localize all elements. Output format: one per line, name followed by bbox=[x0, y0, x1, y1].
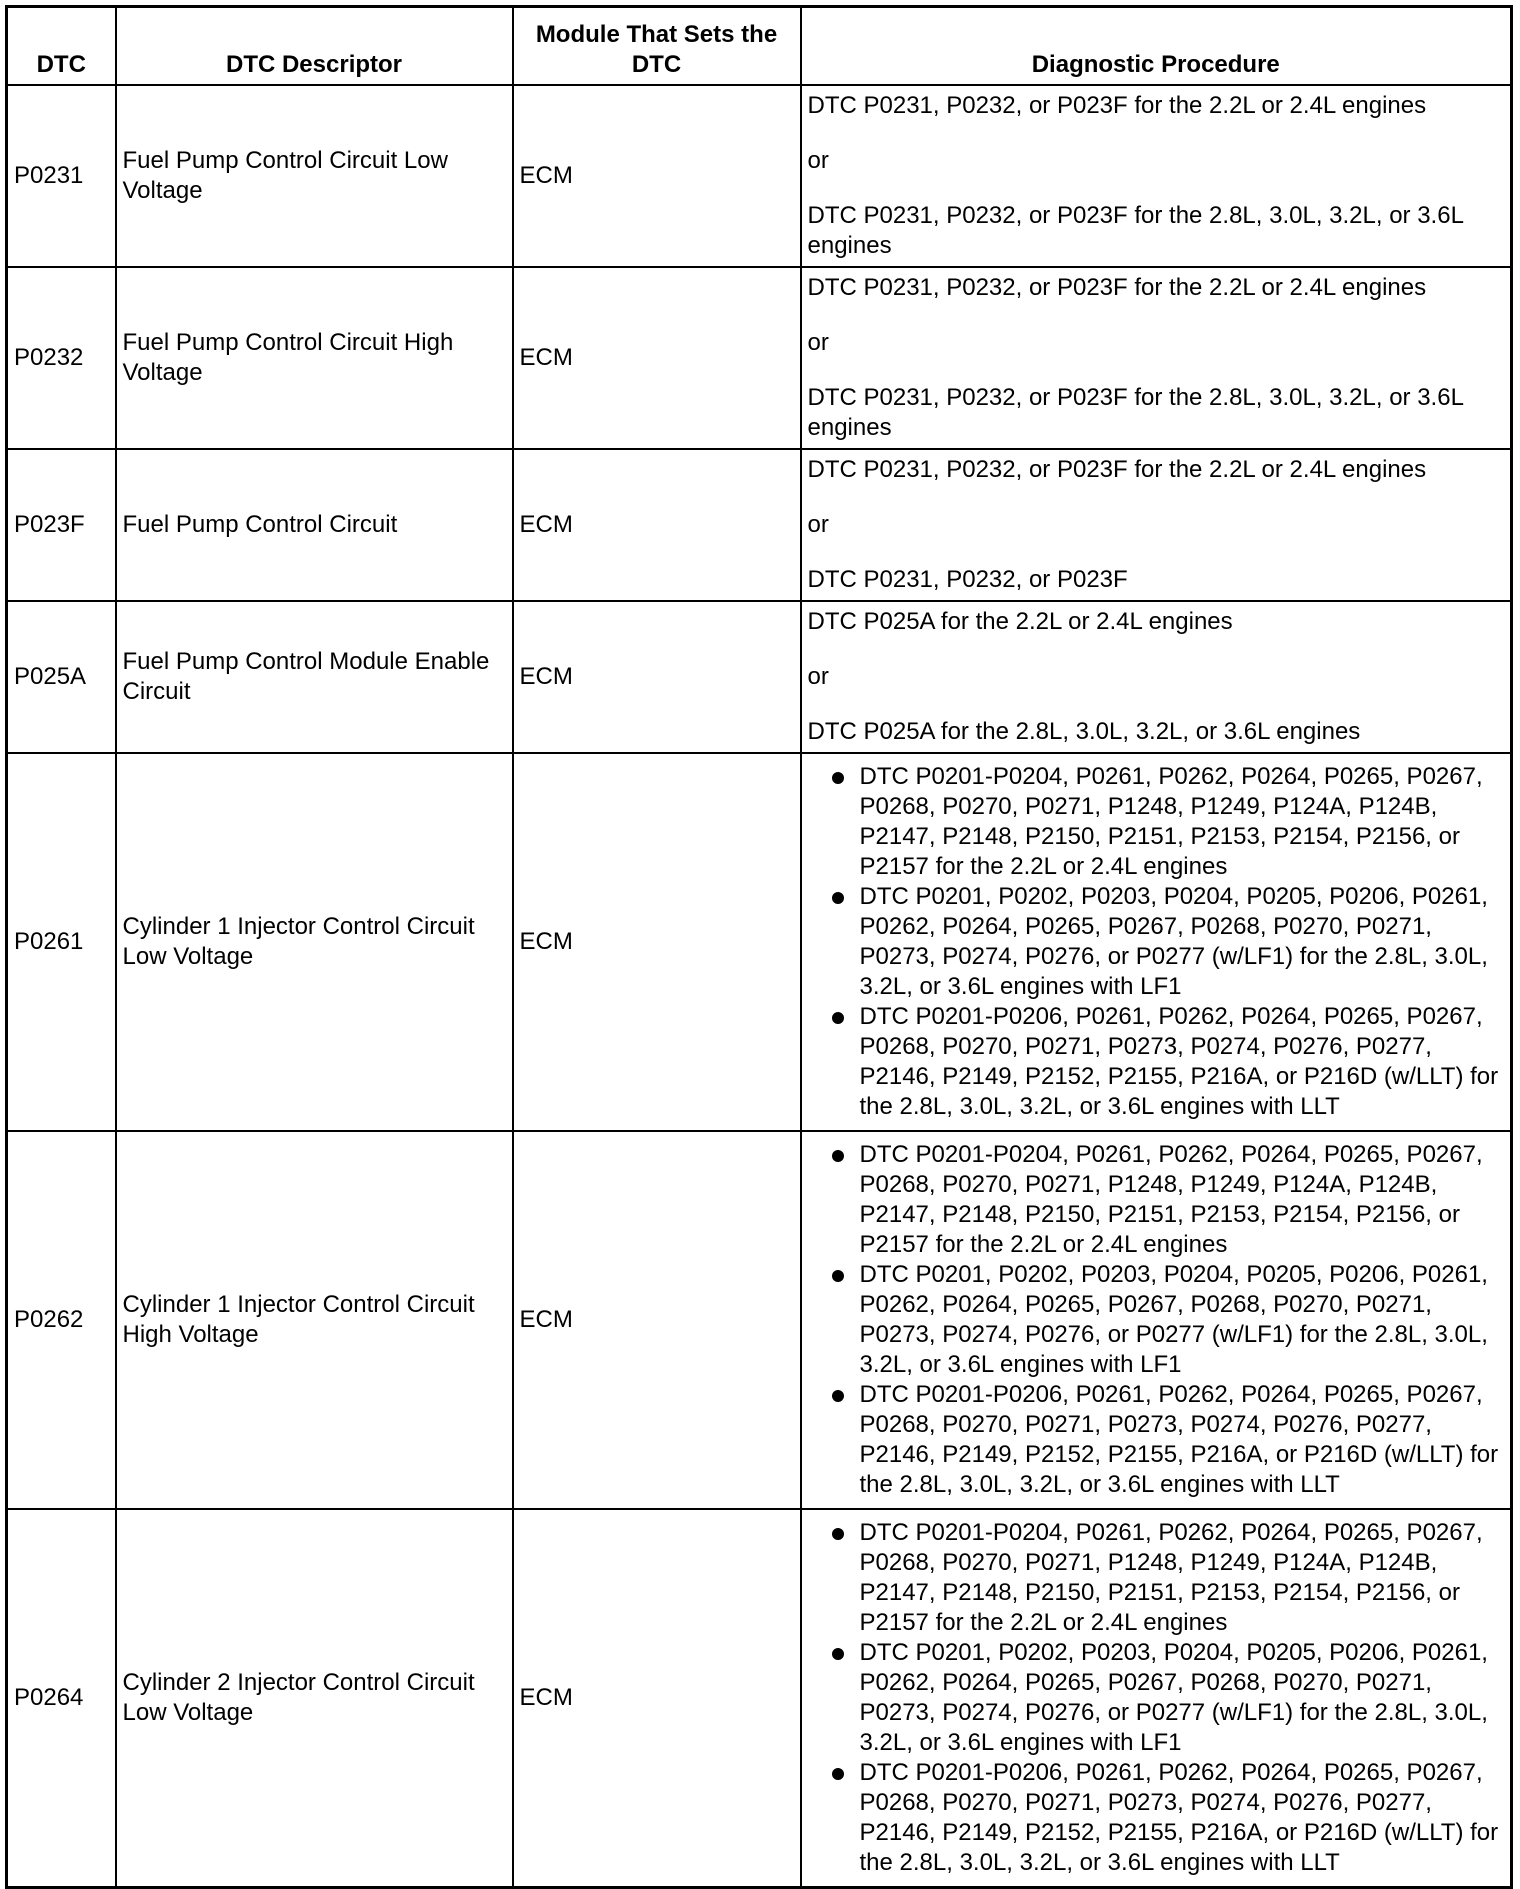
dtc-descriptor: Fuel Pump Control Circuit High Voltage bbox=[116, 267, 513, 449]
dtc-descriptor: Fuel Pump Control Circuit bbox=[116, 449, 513, 601]
dtc-descriptor: Cylinder 1 Injector Control Circuit High Voltage bbox=[116, 1131, 513, 1509]
procedure-bullet-list bbox=[808, 762, 1505, 1122]
table-row bbox=[7, 85, 1512, 267]
procedure-link[interactable]: DTC P0231, P0232, or P023F for the 2.2L or 2.4L engines bbox=[807, 274, 1427, 301]
dtc-descriptor: Fuel Pump Control Module Enable Circuit bbox=[116, 601, 513, 753]
procedure-bullet[interactable]: DTC P0201-P0206, P0261, P0262, P0264, P0265, P0267, P0268, P0270, P0271, P0273, P0274, P0276, P0277, P2146, P2149, P2152, P2155, P216A, or P216D (w/LLT) for the 2.8L, 3.0L, 3.2L, or 3.6L engines with LLT bbox=[830, 1758, 1505, 1878]
diagnostic-procedure bbox=[801, 753, 1512, 1131]
procedure-bullet[interactable]: DTC P0201, P0202, P0203, P0204, P0205, P0206, P0261, P0262, P0264, P0265, P0267, P0268, P0270, P0271, P0273, P0274, P0276, or P0277 (w/LF1) for the 2.8L, 3.0L, 3.2L, or 3.6L engines with LF1 bbox=[830, 1638, 1505, 1758]
dtc-code: P0232 bbox=[7, 267, 116, 449]
dtc-code: P023F bbox=[7, 449, 116, 601]
header-procedure: Diagnostic Procedure bbox=[801, 7, 1512, 86]
procedure-link[interactable]: DTC P025A for the 2.2L or 2.4L engines bbox=[807, 608, 1233, 635]
header-dtc: DTC bbox=[7, 7, 116, 86]
table-row bbox=[7, 449, 1512, 601]
diagnostic-procedure bbox=[801, 85, 1512, 267]
header-descriptor: DTC Descriptor bbox=[116, 7, 513, 86]
table-row bbox=[7, 1509, 1512, 1887]
setting-module: ECM bbox=[513, 753, 801, 1131]
procedure-bullet-list bbox=[808, 1518, 1505, 1878]
procedure-bullet[interactable]: DTC P0201-P0204, P0261, P0262, P0264, P0265, P0267, P0268, P0270, P0271, P1248, P1249, P124A, P124B, P2147, P2148, P2150, P2151, P2153, P2154, P2156, or P2157 for the 2.2L or 2.4L engines bbox=[830, 1140, 1505, 1260]
diagnostic-procedure bbox=[801, 601, 1512, 753]
procedure-bullet[interactable]: DTC P0201-P0204, P0261, P0262, P0264, P0265, P0267, P0268, P0270, P0271, P1248, P1249, P124A, P124B, P2147, P2148, P2150, P2151, P2153, P2154, P2156, or P2157 for the 2.2L or 2.4L engines bbox=[830, 1518, 1505, 1638]
setting-module: ECM bbox=[513, 267, 801, 449]
header-module: Module That Sets the DTC bbox=[513, 7, 801, 86]
setting-module: ECM bbox=[513, 449, 801, 601]
procedure-bullet[interactable]: DTC P0201, P0202, P0203, P0204, P0205, P0206, P0261, P0262, P0264, P0265, P0267, P0268, P0270, P0271, P0273, P0274, P0276, or P0277 (w/LF1) for the 2.8L, 3.0L, 3.2L, or 3.6L engines with LF1 bbox=[830, 1260, 1505, 1380]
header-row bbox=[7, 7, 1512, 86]
procedure-bullet[interactable]: DTC P0201-P0206, P0261, P0262, P0264, P0265, P0267, P0268, P0270, P0271, P0273, P0274, P0276, P0277, P2146, P2149, P2152, P2155, P216A, or P216D (w/LLT) for the 2.8L, 3.0L, 3.2L, or 3.6L engines with LLT bbox=[830, 1002, 1505, 1122]
dtc-code: P0264 bbox=[7, 1509, 116, 1887]
procedure-bullet[interactable]: DTC P0201-P0206, P0261, P0262, P0264, P0265, P0267, P0268, P0270, P0271, P0273, P0274, P0276, P0277, P2146, P2149, P2152, P2155, P216A, or P216D (w/LLT) for the 2.8L, 3.0L, 3.2L, or 3.6L engines with LLT bbox=[830, 1380, 1505, 1500]
procedure-bullet[interactable]: DTC P0201-P0204, P0261, P0262, P0264, P0265, P0267, P0268, P0270, P0271, P1248, P1249, P124A, P124B, P2147, P2148, P2150, P2151, P2153, P2154, P2156, or P2157 for the 2.2L or 2.4L engines bbox=[830, 762, 1505, 882]
procedure-separator: or bbox=[807, 147, 829, 174]
setting-module: ECM bbox=[513, 1131, 801, 1509]
table-body bbox=[7, 85, 1512, 1887]
table-header bbox=[7, 7, 1512, 86]
diagnostic-procedure bbox=[801, 449, 1512, 601]
procedure-bullet-list bbox=[808, 1140, 1505, 1500]
dtc-code: P0231 bbox=[7, 85, 116, 267]
procedure-link[interactable]: DTC P0231, P0232, or P023F for the 2.2L or 2.4L engines bbox=[807, 92, 1427, 119]
procedure-separator: or bbox=[807, 663, 829, 690]
dtc-descriptor: Fuel Pump Control Circuit Low Voltage bbox=[116, 85, 513, 267]
table-row bbox=[7, 601, 1512, 753]
setting-module: ECM bbox=[513, 85, 801, 267]
procedure-separator: or bbox=[807, 329, 829, 356]
dtc-descriptor: Cylinder 2 Injector Control Circuit Low Voltage bbox=[116, 1509, 513, 1887]
dtc-code: P0262 bbox=[7, 1131, 116, 1509]
diagnostic-procedure bbox=[801, 267, 1512, 449]
dtc-code: P025A bbox=[7, 601, 116, 753]
procedure-link[interactable]: DTC P0231, P0232, or P023F for the 2.8L, 3.0L, 3.2L, or 3.6L engines bbox=[807, 384, 1464, 441]
procedure-link[interactable]: DTC P025A for the 2.8L, 3.0L, 3.2L, or 3.6L engines bbox=[807, 718, 1361, 745]
diagnostic-procedure bbox=[801, 1131, 1512, 1509]
dtc-code: P0261 bbox=[7, 753, 116, 1131]
procedure-link[interactable]: DTC P0231, P0232, or P023F bbox=[807, 566, 1128, 593]
procedure-bullet[interactable]: DTC P0201, P0202, P0203, P0204, P0205, P0206, P0261, P0262, P0264, P0265, P0267, P0268, P0270, P0271, P0273, P0274, P0276, or P0277 (w/LF1) for the 2.8L, 3.0L, 3.2L, or 3.6L engines with LF1 bbox=[830, 882, 1505, 1002]
setting-module: ECM bbox=[513, 601, 801, 753]
dtc-descriptor: Cylinder 1 Injector Control Circuit Low Voltage bbox=[116, 753, 513, 1131]
procedure-link[interactable]: DTC P0231, P0232, or P023F for the 2.8L, 3.0L, 3.2L, or 3.6L engines bbox=[807, 202, 1464, 259]
table-row bbox=[7, 753, 1512, 1131]
procedure-link[interactable]: DTC P0231, P0232, or P023F for the 2.2L or 2.4L engines bbox=[807, 456, 1427, 483]
table-row bbox=[7, 267, 1512, 449]
table-row bbox=[7, 1131, 1512, 1509]
procedure-separator: or bbox=[807, 511, 829, 538]
dtc-table bbox=[5, 5, 1513, 1889]
diagnostic-procedure bbox=[801, 1509, 1512, 1887]
setting-module: ECM bbox=[513, 1509, 801, 1887]
